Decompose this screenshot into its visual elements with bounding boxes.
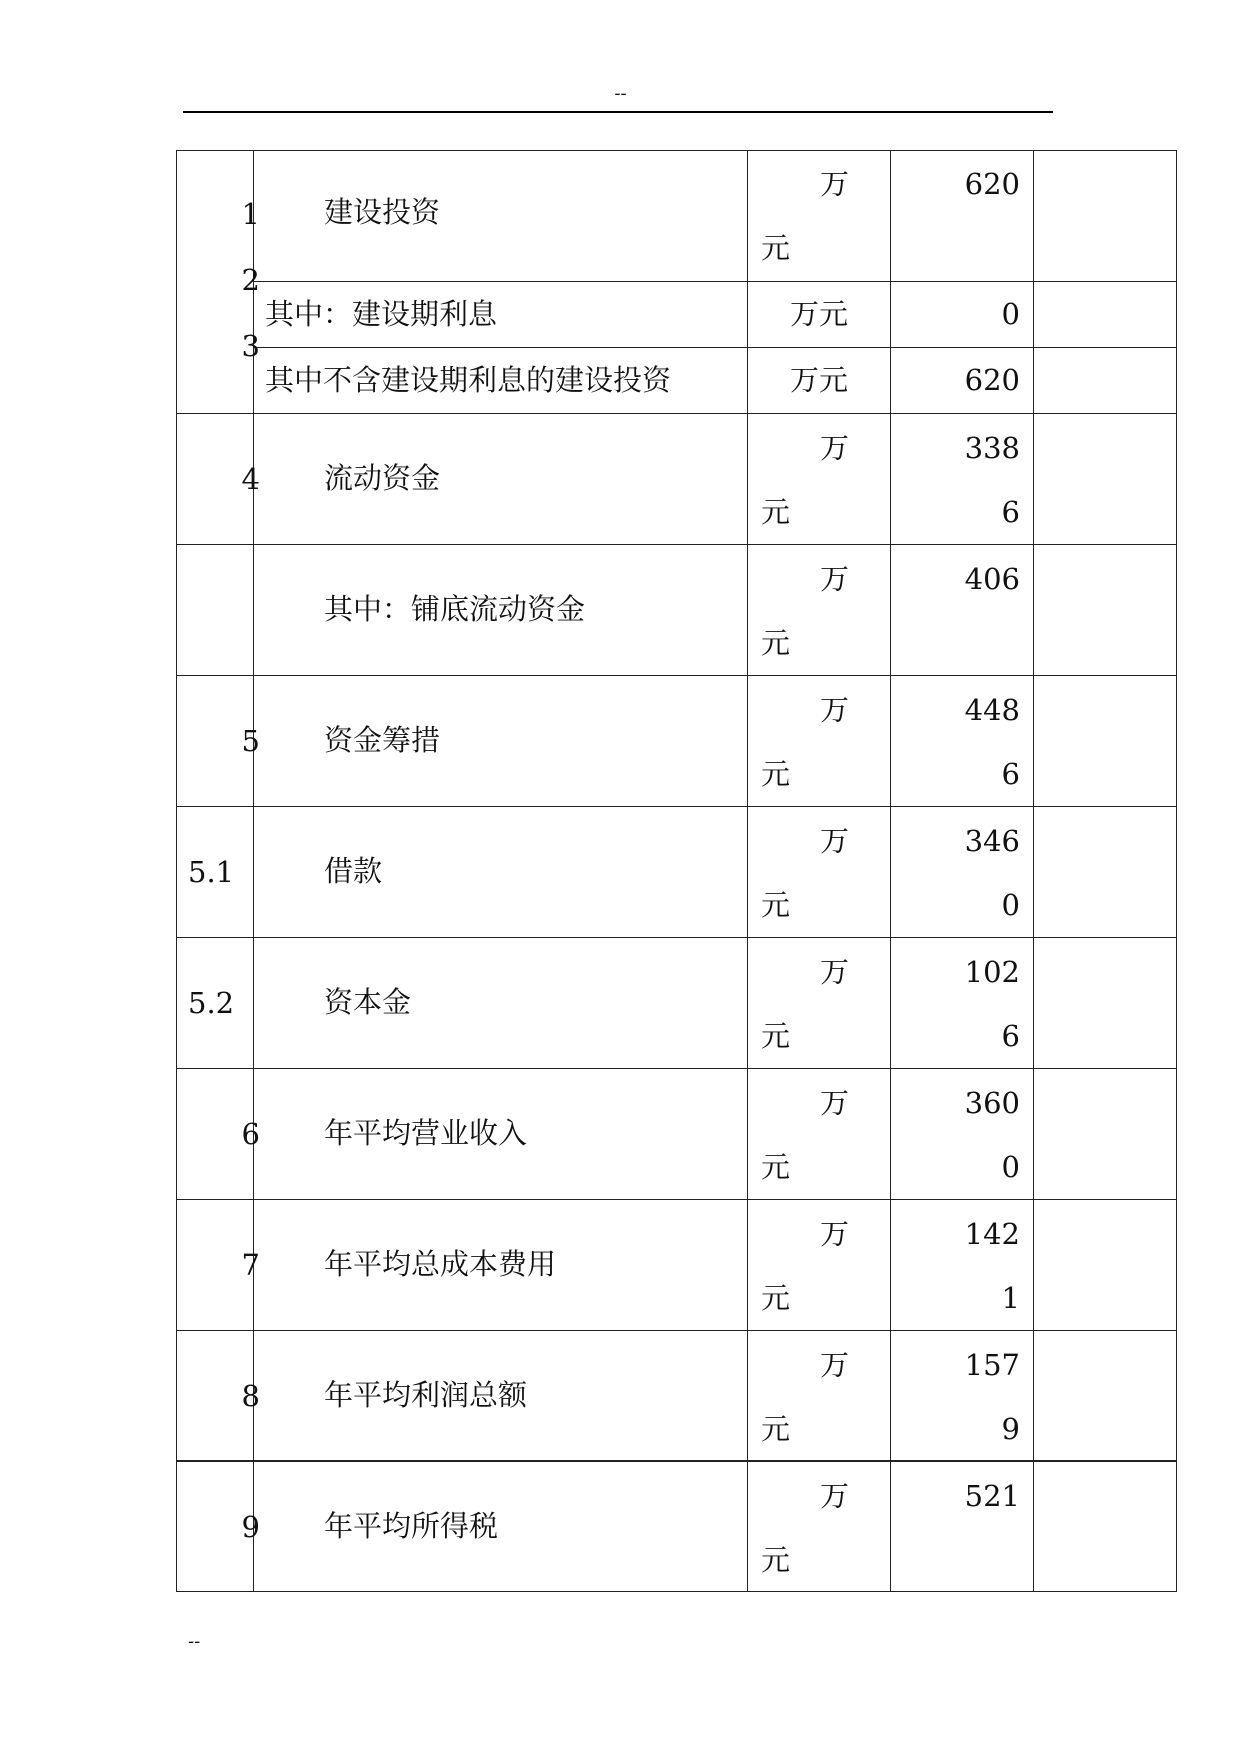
- value-bottom: 9: [1001, 1412, 1020, 1446]
- item-name: 借款: [324, 854, 383, 888]
- value-bottom: 1: [1001, 1281, 1020, 1315]
- table-border-right: [1176, 150, 1177, 1592]
- col-line-unit: [747, 150, 748, 1592]
- value-bottom: 6: [1001, 757, 1020, 791]
- item-name: 资本金: [324, 985, 412, 1019]
- value-top: 521: [964, 1479, 1020, 1513]
- value-top: 142: [964, 1217, 1020, 1251]
- item-name: 资金筹措: [324, 723, 441, 757]
- row-number: 3: [241, 329, 260, 363]
- item-name: 年平均利润总额: [324, 1378, 528, 1412]
- unit: 万元: [790, 363, 849, 397]
- item-name: 建设投资: [324, 195, 441, 229]
- value-bottom: 6: [1001, 495, 1020, 529]
- value: 0: [1001, 297, 1020, 331]
- row-number: 9: [241, 1510, 260, 1544]
- row-number-cell: [177, 462, 260, 503]
- row-number: 5.1: [188, 855, 235, 889]
- row-number-cell: [177, 263, 260, 304]
- unit-bottom: 元: [761, 495, 791, 529]
- value-top: 360: [964, 1086, 1020, 1120]
- value-top: 338: [964, 431, 1020, 465]
- value: 620: [964, 363, 1020, 397]
- value-top: 102: [964, 955, 1020, 989]
- col-line-name: [253, 150, 254, 1592]
- row-number-cell: [177, 197, 260, 238]
- unit-top: 万: [820, 693, 850, 727]
- row-line-thick: [176, 1460, 1177, 1462]
- unit-top: 万: [820, 1348, 850, 1382]
- unit-bottom: 元: [761, 1412, 791, 1446]
- row-number-cell: [177, 1379, 260, 1420]
- row-line: [253, 347, 1177, 348]
- row-number-cell: [177, 1248, 260, 1289]
- value-bottom: 0: [1001, 1150, 1020, 1184]
- value-bottom: 0: [1001, 888, 1020, 922]
- value-top: 620: [964, 167, 1020, 201]
- row-line: [176, 937, 1177, 938]
- item-name: 年平均总成本费用: [324, 1247, 557, 1281]
- value-top: 157: [964, 1348, 1020, 1382]
- unit-bottom: 元: [761, 757, 791, 791]
- row-number: 2: [241, 263, 260, 297]
- row-line: [176, 413, 1177, 414]
- item-name: 年平均营业收入: [324, 1116, 528, 1150]
- row-line: [176, 1330, 1177, 1331]
- item-name: 其中：铺底流动资金: [324, 592, 586, 626]
- unit-top: 万: [820, 167, 850, 201]
- row-number-cell: [177, 1510, 260, 1551]
- table-border-top: [176, 150, 1177, 151]
- unit-top: 万: [820, 562, 850, 596]
- unit-bottom: 元: [761, 626, 791, 660]
- row-number: 8: [241, 1379, 260, 1413]
- table-border-bottom: [176, 1591, 1177, 1592]
- value-top: 406: [964, 562, 1020, 596]
- unit-top: 万: [820, 1217, 850, 1251]
- unit-bottom: 元: [761, 1019, 791, 1053]
- row-line: [176, 806, 1177, 807]
- unit-top: 万: [820, 824, 850, 858]
- col-line-remark: [1033, 150, 1034, 1592]
- unit-bottom: 元: [761, 888, 791, 922]
- row-number: 5.2: [188, 986, 235, 1020]
- unit-bottom: 元: [761, 1281, 791, 1315]
- value-top: 448: [964, 693, 1020, 727]
- row-number: 4: [241, 462, 260, 496]
- unit-top: 万: [820, 1479, 850, 1513]
- row-number: 1: [241, 197, 260, 231]
- unit-bottom: 元: [761, 1150, 791, 1184]
- page-footer-mark: --: [188, 1631, 201, 1652]
- item-name: 年平均所得税: [324, 1509, 499, 1543]
- project-indicator-table: [176, 150, 1177, 1592]
- row-line: [176, 544, 1177, 545]
- unit: 万元: [790, 297, 849, 331]
- header-rule: [183, 111, 1053, 113]
- item-name: 流动资金: [324, 461, 441, 495]
- row-number-cell: [177, 329, 260, 370]
- col-line-value: [890, 150, 891, 1592]
- row-line: [176, 1068, 1177, 1069]
- unit-bottom: 元: [761, 231, 791, 265]
- row-number: 5: [241, 724, 260, 758]
- item-name: 其中不含建设期利息的建设投资: [265, 363, 672, 397]
- unit-top: 万: [820, 431, 850, 465]
- row-line: [176, 675, 1177, 676]
- row-number: 6: [241, 1117, 260, 1151]
- row-line: [253, 281, 1177, 282]
- row-line: [176, 1199, 1177, 1200]
- row-number-cell: [177, 724, 260, 765]
- unit-bottom: 元: [761, 1543, 791, 1577]
- unit-top: 万: [820, 955, 850, 989]
- page-header-mark: --: [614, 83, 627, 104]
- row-number-cell: [177, 594, 253, 634]
- item-name: 其中：建设期利息: [265, 297, 498, 331]
- value-bottom: 6: [1001, 1019, 1020, 1053]
- value-top: 346: [964, 824, 1020, 858]
- unit-top: 万: [820, 1086, 850, 1120]
- row-number-cell: [177, 1117, 260, 1158]
- row-number: 7: [241, 1248, 260, 1282]
